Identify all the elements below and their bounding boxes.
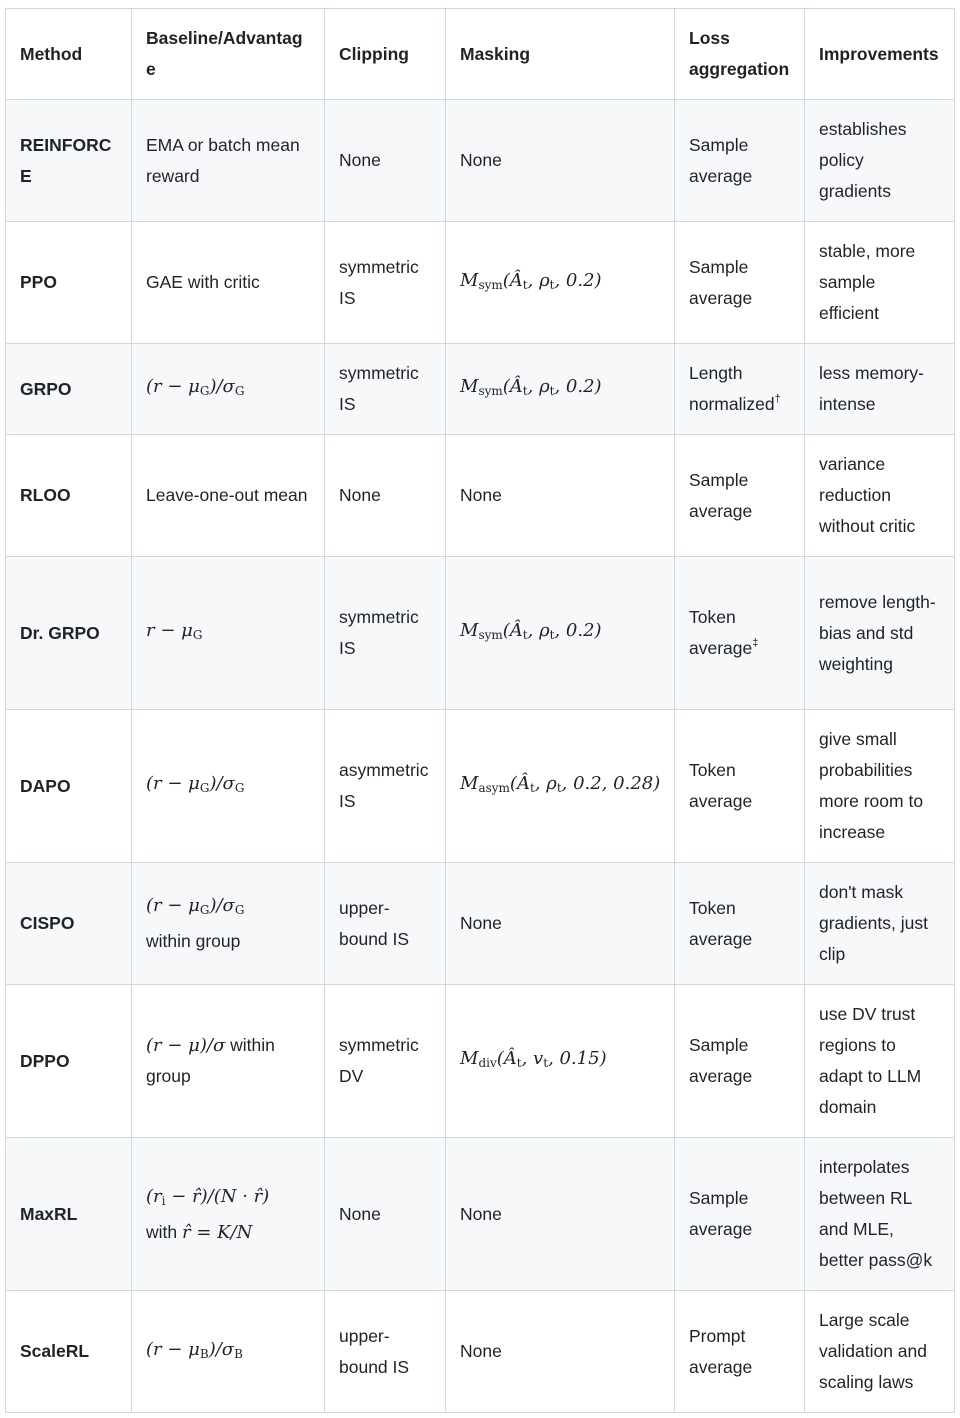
baseline-cell: [132, 1291, 325, 1413]
table-row: [6, 863, 955, 985]
masking-cell: None: [446, 1138, 675, 1291]
masking-cell: None: [446, 863, 675, 985]
masking-cell: [446, 344, 675, 435]
loss-cell: Sample average: [675, 985, 805, 1138]
header-improvements: Improvements: [805, 9, 955, 100]
masking-cell: [446, 222, 675, 344]
masking-formula: $M_{div}(Â_t$, $v_t$, 0.15): [460, 1048, 607, 1070]
clipping-cell: None: [325, 100, 446, 222]
improvements-cell: stable, more sample efficient: [805, 222, 955, 344]
table-row: [6, 100, 955, 222]
masking-cell: None: [446, 100, 675, 222]
baseline-cell: GAE with critic: [132, 222, 325, 344]
loss-text: Token average: [689, 607, 753, 658]
masking-cell: None: [446, 435, 675, 557]
baseline-formula: (r − μ)/σ: [146, 1035, 226, 1056]
method-cell: PPO: [6, 222, 132, 344]
loss-cell: Token average: [675, 863, 805, 985]
footnote-mark: ‡: [752, 637, 759, 649]
header-baseline: Baseline/Advantage: [132, 9, 325, 100]
masking-cell: None: [446, 1291, 675, 1413]
baseline-text: within group: [146, 1035, 275, 1086]
baseline-formula: $(r - \mu_B)/\sigma_B$: [146, 1338, 243, 1361]
improvements-cell: variance reduction without critic: [805, 435, 955, 557]
method-cell: RLOO: [6, 435, 132, 557]
method-cell: DPPO: [6, 985, 132, 1138]
baseline-formula: $(r - \mu_G)/\sigma_G$: [146, 773, 245, 795]
baseline-cell: Leave-one-out mean: [132, 435, 325, 557]
baseline-text: with: [146, 1221, 178, 1242]
baseline-cell: [132, 344, 325, 435]
improvements-cell: Large scale validation and scaling laws: [805, 1291, 955, 1413]
method-cell: MaxRL: [6, 1138, 132, 1291]
loss-cell: Prompt average: [675, 1291, 805, 1413]
clipping-cell: upper-bound IS: [325, 1291, 446, 1413]
baseline-cell: [132, 863, 325, 985]
baseline-formula: $r - \mu_G$: [146, 620, 203, 642]
improvements-cell: interpolates between RL and MLE, better pass@k: [805, 1138, 955, 1291]
footnote-mark: †: [774, 393, 781, 405]
clipping-cell: upper-bound IS: [325, 863, 446, 985]
method-cell: DAPO: [6, 710, 132, 863]
clipping-cell: None: [325, 435, 446, 557]
clipping-cell: symmetric IS: [325, 222, 446, 344]
method-cell: CISPO: [6, 863, 132, 985]
baseline-cell: [132, 557, 325, 710]
header-row: [6, 9, 955, 100]
header-method: Method: [6, 9, 132, 100]
loss-cell: [675, 557, 805, 710]
baseline-cell: [132, 985, 325, 1138]
clipping-cell: symmetric IS: [325, 557, 446, 710]
clipping-cell: symmetric IS: [325, 344, 446, 435]
header-loss-aggregation: Loss aggregation: [675, 9, 805, 100]
baseline-formula: $(r - \mu_G)/\sigma_G$: [146, 376, 245, 398]
clipping-cell: asymmetric IS: [325, 710, 446, 863]
method-cell: REINFORCE: [6, 100, 132, 222]
loss-cell: Sample average: [675, 435, 805, 557]
loss-text: Length normalized: [689, 363, 775, 414]
improvements-cell: use DV trust regions to adapt to LLM domain: [805, 985, 955, 1138]
baseline-formula: ($r_i$ − r̂)/(N · r̂): [146, 1185, 270, 1208]
table-row: [6, 557, 955, 710]
table-row: [6, 985, 955, 1138]
loss-cell: Token average: [675, 710, 805, 863]
improvements-cell: give small probabilities more room to increase: [805, 710, 955, 863]
table-row: [6, 435, 955, 557]
improvements-cell: establishes policy gradients: [805, 100, 955, 222]
masking-cell: [446, 710, 675, 863]
clipping-cell: symmetric DV: [325, 985, 446, 1138]
masking-formula: $M_{sym}(Â_t$, $\rho_t$, 0.2): [460, 620, 602, 642]
table-row: [6, 710, 955, 863]
masking-formula: $M_{sym}(Â_t$, $\rho_t$, 0.2): [460, 376, 602, 398]
masking-cell: [446, 557, 675, 710]
baseline-formula: $(r - \mu_G)/\sigma_G$: [146, 895, 245, 917]
table-row: [6, 1138, 955, 1291]
baseline-cell: [132, 1138, 325, 1291]
clipping-cell: None: [325, 1138, 446, 1291]
method-cell: ScaleRL: [6, 1291, 132, 1413]
masking-formula: $M_{sym}(Â_t$, $\rho_t$, 0.2): [460, 269, 602, 292]
masking-cell: [446, 985, 675, 1138]
table-row: [6, 222, 955, 344]
table-row: [6, 1291, 955, 1413]
improvements-cell: remove length-bias and std weighting: [805, 557, 955, 710]
table-row: [6, 344, 955, 435]
baseline-cell: EMA or batch mean reward: [132, 100, 325, 222]
baseline-extra-formula: r̂ = K/N: [182, 1221, 253, 1243]
improvements-cell: less memory-intense: [805, 344, 955, 435]
comparison-table: [5, 8, 955, 1413]
header-masking: Masking: [446, 9, 675, 100]
loss-cell: Sample average: [675, 100, 805, 222]
masking-formula: $M_{asym}(Â_t$, $\rho_t$, 0.2, 0.28): [460, 773, 661, 795]
loss-cell: Sample average: [675, 222, 805, 344]
baseline-cell: [132, 710, 325, 863]
method-cell: GRPO: [6, 344, 132, 435]
baseline-text: within group: [146, 931, 241, 951]
loss-cell: [675, 344, 805, 435]
method-cell: Dr. GRPO: [6, 557, 132, 710]
improvements-cell: don't mask gradients, just clip: [805, 863, 955, 985]
header-clipping: Clipping: [325, 9, 446, 100]
loss-cell: Sample average: [675, 1138, 805, 1291]
